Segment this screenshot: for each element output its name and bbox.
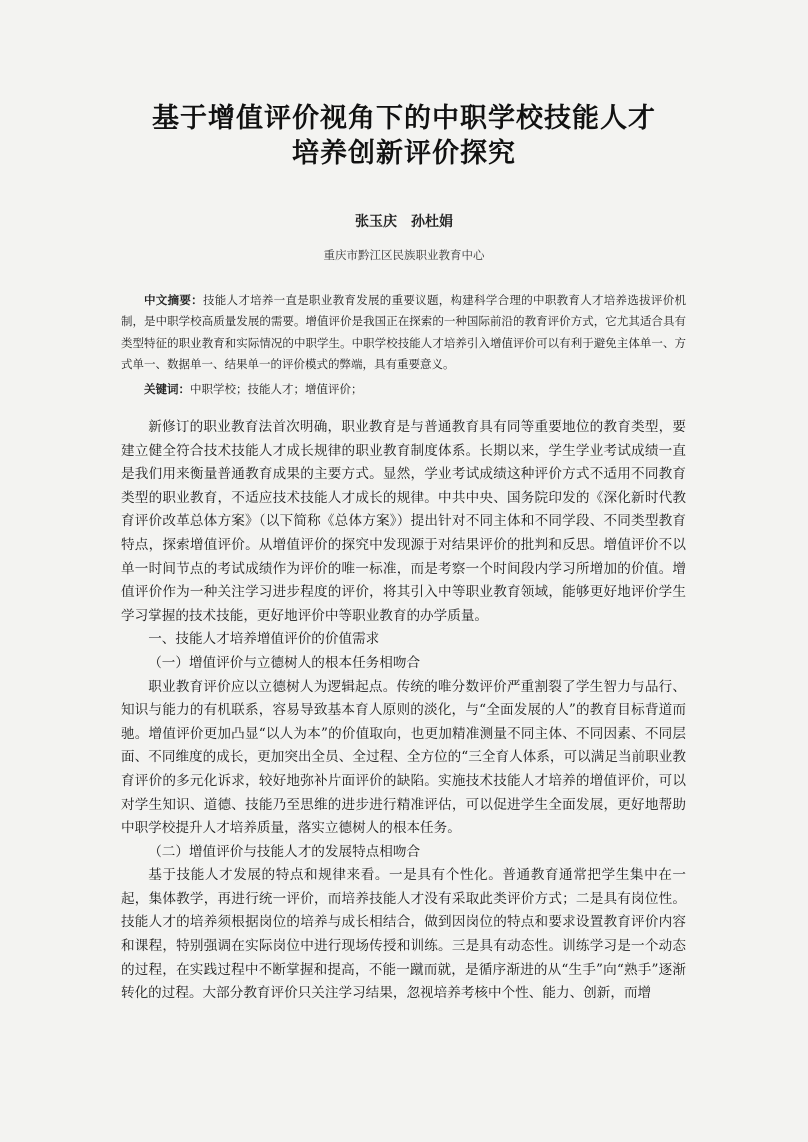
keywords-label: 关键词： (144, 381, 190, 396)
abstract-paragraph (121, 290, 686, 376)
title-line-2: 培养创新评价探究 (292, 138, 516, 169)
body-text (121, 416, 686, 1006)
abstract-label: 中文摘要： (144, 293, 203, 307)
abstract-block (121, 290, 686, 400)
author-name: 张玉庆 (355, 214, 397, 230)
intro-paragraph: 新修订的职业教育法首次明确，职业教育是与普通教育具有同等重要地位的教育类型，要建立健全符合技术技能人才成长规律的职业教育制度体系。长期以来，学生学业考试成绩一直是我们用来衡量普通教育成果的主要方式。显然，学业考试成绩这种评价方式不适用不同教育类型的职业教育，不适应技术技能人才成长的规律。中共中央、国务院印发的《深化新时代教育评价改革总体方案》（以下简称《总体方案》）提出针对不同主体和不同学段、不同类型教育特点，探索增值评价。从增值评价的探究中发现源于对结果评价的批判和反思。增值评价不以单一时间节点的考试成绩作为评价的唯一标准，而是考察一个时间段内学习所增加的价值。增值评价作为一种关注学习进步程度的评价，将其引入中等职业教育领域，能够更好地评价学生学习掌握的技术技能，更好地评价中等职业教育的办学质量。 (121, 419, 686, 624)
abstract-text: 技能人才培养一直是职业教育发展的重要议题，构建科学合理的中职教育人才培养选拔评价机制，是中职学校高质量发展的需要。增值评价是我国正在探索的一种国际前沿的教育评价方式，它尤其适合具有类型特征的职业教育和实际情况的中职学生。中职学校技能人才培养引入增值评价可以有利于避免主体单一、方式单一、数据单一、结果单一的评价模式的弊端，具有重要意义。 (121, 293, 687, 372)
title-line-1: 基于增值评价视角下的中职学校技能人才 (152, 103, 656, 134)
subsection-1-heading: （一）增值评价与立德树人的根本任务相吻合 (148, 654, 421, 671)
section-1-heading: 一、技能人才培养增值评价的价值需求 (148, 631, 380, 648)
author-list (0, 211, 808, 231)
keywords-paragraph (121, 379, 686, 400)
keywords-text: 中职学校；技能人才；增值评价； (190, 381, 363, 396)
affiliation: 重庆市黔江区民族职业教育中心 (323, 248, 485, 262)
subsection-2-heading: （二）增值评价与技能人才的发展特点相吻合 (148, 843, 421, 860)
subsection-2-paragraph: 基于技能人才发展的特点和规律来看。一是具有个性化。普通教育通常把学生集中在一起，集体教学，再进行统一评价，而培养技能人才没有采取此类评价方式；二是具有岗位性。技能人才的培养须根据岗位的培养与成长相结合，做到因岗位的特点和要求设置教育评价内容和课程，特别强调在实际岗位中进行现场传授和训练。三是具有动态性。训练学习是一个动态的过程，在实践过程中不断掌握和提高，不能一蹴而就，是循序渐进的从“生手”向“熟手”逐渐转化的过程。大部分教育评价只关注学习结果，忽视培养考核中个性、能力、创新，而增 (121, 867, 686, 1002)
subsection-1-paragraph: 职业教育评价应以立德树人为逻辑起点。传统的唯分数评价严重割裂了学生智力与品行、知识与能力的有机联系，容易导致基本育人原则的淡化，与“全面发展的人”的教育目标背道而驰。增值评价更加凸显“以人为本”的价值取向，也更加精准测量不同主体、不同因素、不同层面、不同维度的成长，更加突出全员、全过程、全方位的“三全育人体系，可以满足当前职业教育评价的多元化诉求，较好地弥补片面评价的缺陷。实施技术技能人才培养的增值评价，可以对学生知识、道德、技能乃至思维的进步进行精准评估，可以促进学生全面发展，更好地帮助中职学校提升人才培养质量，落实立德树人的根本任务。 (121, 678, 686, 837)
author-name: 孙杜娟 (411, 214, 453, 230)
